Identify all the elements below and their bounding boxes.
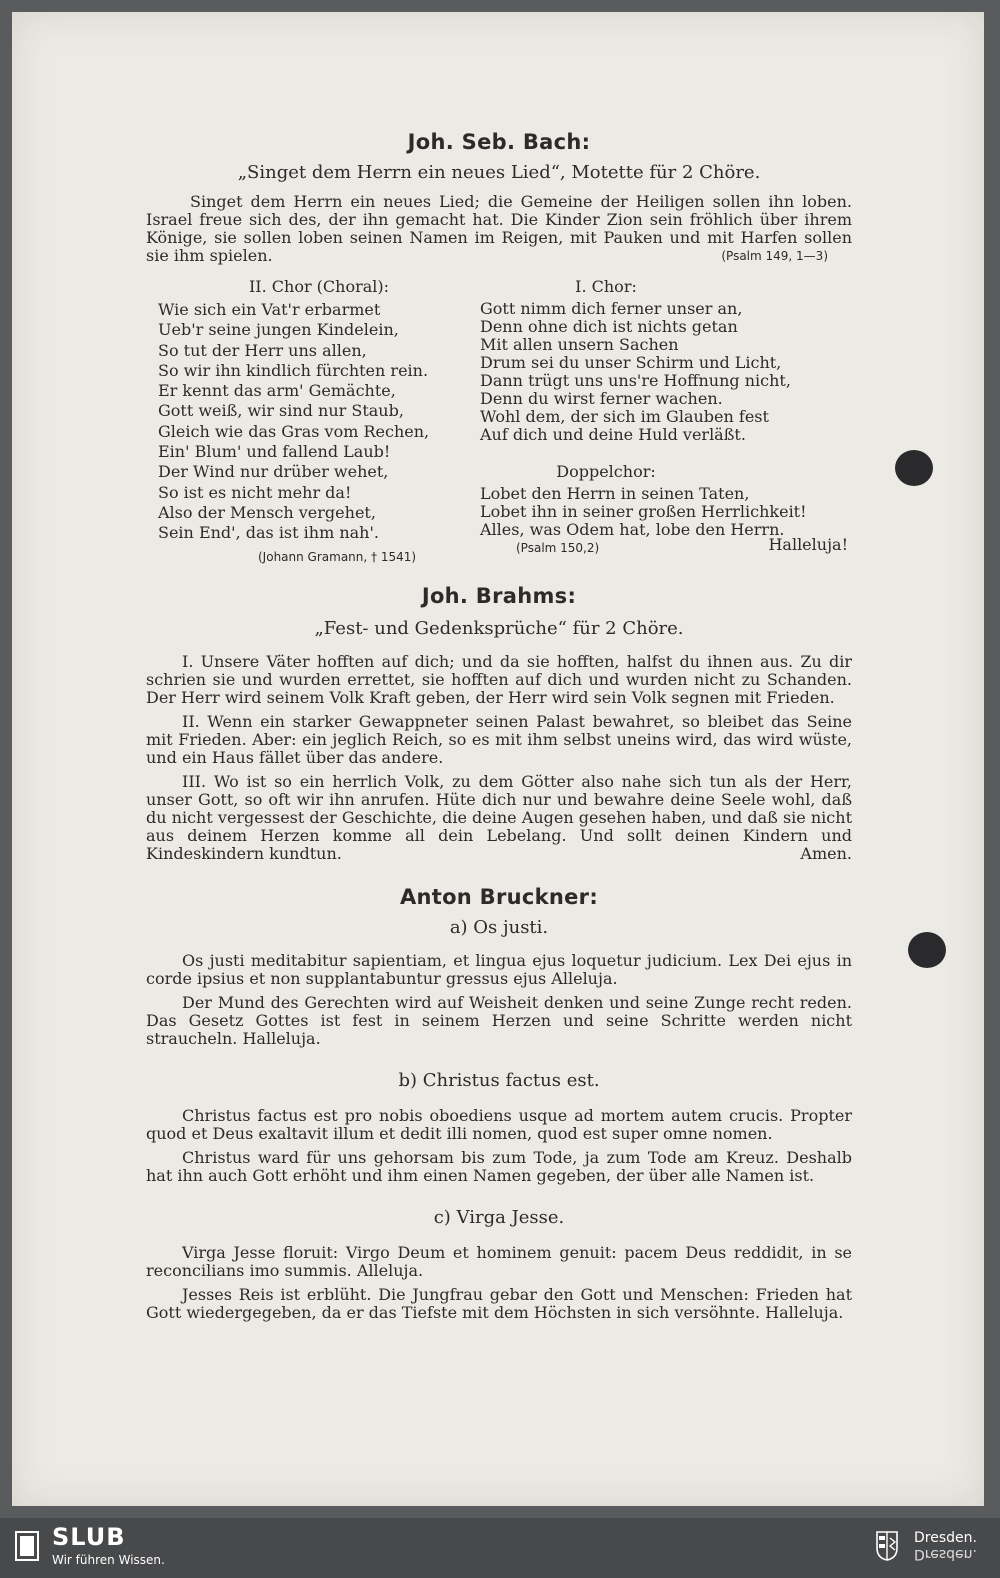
christus-factus-german: Christus ward für uns gehorsam bis zum Tode, ja zum Tode am Kreuz. Deshalb hat ihn auch Gott erhöht und ihm einen Namen gegeben, der über alle Namen ist. — [146, 1147, 852, 1185]
brahms-amen: Amen. — [800, 843, 852, 863]
bach-intro — [146, 193, 852, 265]
verse-line: Drum sei du unser Schirm und Licht, — [480, 353, 782, 372]
bach-intro-source: (Psalm 149, 1—3) — [721, 249, 828, 263]
double-choir-verse — [480, 485, 852, 539]
choir-two-verse — [158, 300, 480, 544]
verse-line: Also der Mensch vergehet, — [158, 502, 376, 522]
verse-line: Der Wind nur drüber wehet, — [158, 462, 389, 482]
dresden-crest-icon — [875, 1530, 899, 1562]
program-text — [146, 130, 852, 1322]
bach-heading: Joh. Seb. Bach: — [407, 130, 591, 154]
os-justi-german: Der Mund des Gerechten wird auf Weisheit denken und seine Zunge recht reden. Das Gesetz Gottes ist fest in seinem Herzen und seine Schritte werden nicht straucheln. Halleluja. — [146, 992, 852, 1048]
brahms-part-one: I. Unsere Väter hofften auf dich; und da sie hofften, halfst du ihnen aus. Zu dir schrien sie und wurden errettet, sie hofften auf dich und wurden nicht zu Schanden. Der Herr wird seinem Volk Kraft geben, der Herr wird sein Volk segnen mit Frieden. — [146, 651, 852, 707]
slub-logo-icon[interactable] — [14, 1530, 40, 1562]
choir-one-verse — [480, 300, 852, 444]
verse-line: Alles, was Odem hat, lobe den Herrn. — [480, 520, 785, 539]
verse-line: Lobet den Herrn in seinen Taten, — [480, 484, 750, 503]
christus-factus-title: b) Christus factus est. — [398, 1069, 600, 1091]
verse-line: Gott nimm dich ferner unser an, — [480, 299, 743, 318]
verse-line: So tut der Herr uns allen, — [158, 340, 367, 360]
choir-one-column — [480, 277, 852, 564]
verse-line: Er kennt das arm' Gemächte, — [158, 381, 396, 401]
brahms-part-three — [146, 773, 852, 863]
verse-line: Gott weiß, wir sind nur Staub, — [158, 401, 404, 421]
choir-two-column — [146, 277, 480, 564]
verse-line: Dann trügt uns uns're Hoffnung nicht, — [480, 371, 791, 390]
choir-one-heading: I. Chor: — [575, 277, 637, 296]
verse-line: Denn ohne dich ist nichts getan — [480, 317, 738, 336]
verse-line: Sein End', das ist ihm nah'. — [158, 523, 379, 543]
footer-bar — [0, 1518, 1000, 1578]
slub-tagline: Wir führen Wissen. — [52, 1553, 165, 1567]
double-choir-attribution: (Psalm 150,2) — [516, 541, 600, 555]
slub-logo-text[interactable]: SLUB — [52, 1523, 126, 1551]
bach-intro-text: Singet dem Herrn ein neues Lied; die Gemeine der Heiligen sollen ihn loben. Israel freue sich des, der ihn gemacht hat. Die Kinder Zion sein fröhlich über ihrem Könige, sie sollen loben seinen Namen im Reigen, mit Pauken und mit Harfen sollen sie ihm spielen. — [146, 192, 852, 265]
virga-jesse-title: c) Virga Jesse. — [433, 1206, 565, 1228]
double-choir-halleluja: Halleluja! — [768, 535, 848, 554]
verse-line: Wie sich ein Vat'r erbarmet — [158, 300, 381, 319]
brahms-part-three-text: III. Wo ist so ein herrlich Volk, zu dem Götter also nahe sich tun als der Herr, unser Gott, so oft wir ihn anrufen. Hüte dich nur und bewahre deine Seele wohl, daß du nicht vergessest der Geschichte, die deine Augen gesehen haben, und daß sie nicht aus deinem Herzen komme all dein Lebelang. Und sollt deinen Kindern und Kindeskindern kundtun. — [146, 771, 852, 863]
verse-line: Ein' Blum' und fallend Laub! — [158, 442, 391, 462]
verse-line: Wohl dem, der sich im Glauben fest — [480, 407, 769, 426]
virga-jesse-latin: Virga Jesse floruit: Virgo Deum et hominem genuit: pacem Deus reddidit, in se reconcilians imo summis. Alleluja. — [146, 1242, 852, 1280]
verse-line: Denn du wirst ferner wachen. — [480, 389, 723, 408]
brahms-part-two: II. Wenn ein starker Gewappneter seinen Palast bewahret, so bleibet das Seine mit Frieden. Aber: ein jeglich Reich, so es mit ihm selbst uneins wird, das wird wüste, und ein Haus fället über das andere. — [146, 711, 852, 767]
os-justi-title: a) Os justi. — [449, 916, 549, 938]
choir-two-heading: II. Chor (Choral): — [248, 277, 390, 296]
verse-line: So wir ihn kindlich fürchten rein. — [158, 360, 429, 380]
choir-two-attribution: (Johann Gramann, † 1541) — [258, 549, 417, 564]
virga-jesse-german: Jesses Reis ist erblüht. Die Jungfrau gebar den Gott und Menschen: Frieden hat Gott wiedergegeben, da er das Tiefste mit dem Höchsten in sich versöhnte. Halleluja. — [146, 1284, 852, 1322]
verse-line: Gleich wie das Gras vom Rechen, — [158, 421, 430, 441]
christus-factus-latin: Christus factus est pro nobis oboediens usque ad mortem autem crucis. Propter quod et Deus exaltavit illum et dedit illi nomen, quod est super omne nomen. — [146, 1105, 852, 1143]
verse-line: Auf dich und deine Huld verläßt. — [480, 425, 746, 444]
bruckner-heading: Anton Bruckner: — [399, 884, 599, 909]
double-choir-heading: Doppelchor: — [556, 462, 656, 481]
verse-line: So ist es nicht mehr da! — [158, 482, 352, 502]
punch-hole-lower — [908, 932, 946, 968]
double-choir-footer — [480, 535, 852, 559]
os-justi-latin: Os justi meditabitur sapientiam, et lingua ejus loquetur judicium. Lex Dei ejus in corde ipsius et non supplantabuntur gressus ejus Alleluja. — [146, 950, 852, 988]
bach-work-title: „Singet dem Herrn ein neues Lied“, Motette für 2 Chöre. — [237, 162, 761, 183]
verse-line: Ueb'r seine jungen Kindelein, — [158, 320, 399, 340]
verse-line: Mit allen unsern Sachen — [480, 335, 679, 354]
punch-hole-upper — [895, 450, 933, 486]
brahms-heading: Joh. Brahms: — [421, 583, 577, 608]
verse-line: Lobet ihn in seiner großen Herrlichkeit! — [480, 502, 807, 521]
bach-choir-columns — [146, 277, 852, 564]
dresden-logo-text[interactable]: Dresden. — [914, 1530, 977, 1546]
brahms-work-title: „Fest- und Gedenksprüche“ für 2 Chöre. — [314, 617, 684, 639]
dresden-logo-reflection: Dresden. — [914, 1546, 977, 1562]
